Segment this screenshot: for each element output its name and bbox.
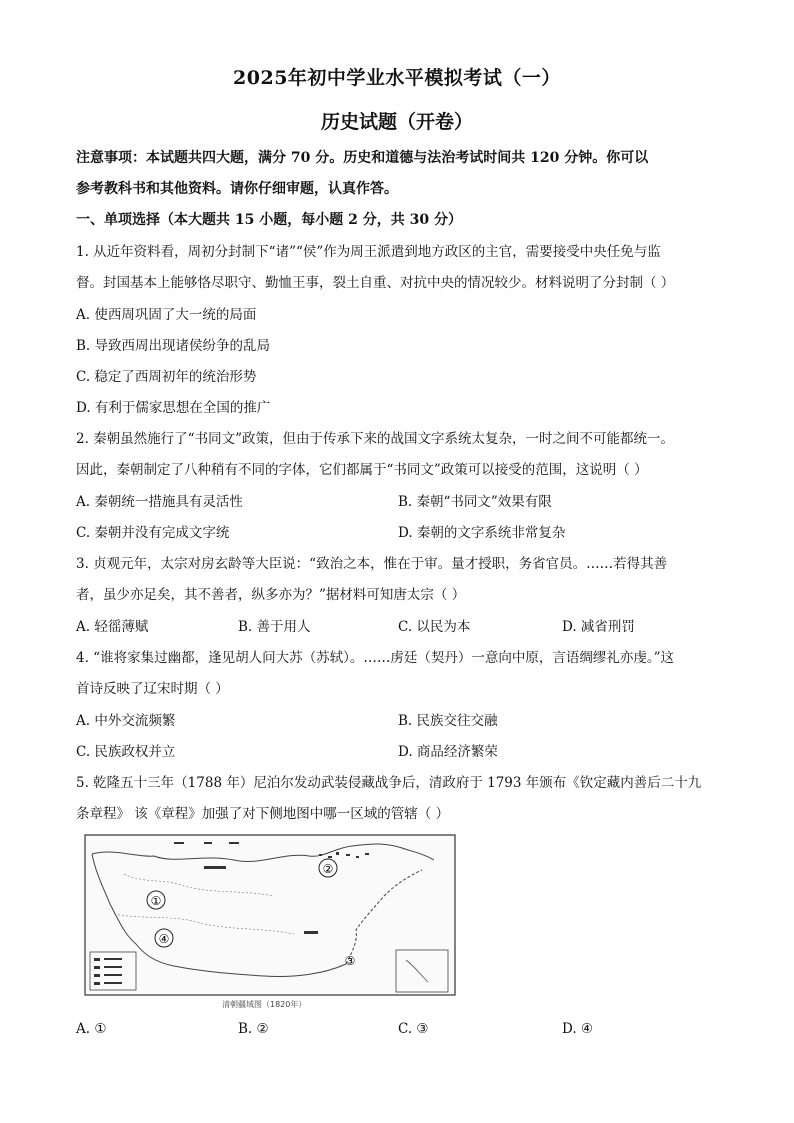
notice-line-1: 注意事项：本试题共四大题，满分 70 分。历史和道德与法治考试时间共 120 分钟。你可以 <box>76 150 649 166</box>
question-5-option-b: B. ② <box>238 1021 269 1037</box>
question-3-line-2: 者，虽少亦足矣，其不善者，纵多亦为？”据材料可知唐太宗（ ） <box>76 587 466 603</box>
question-3-option-c: C. 以民为本 <box>398 619 471 635</box>
question-2-option-b: B. 秦朝“书同文”效果有限 <box>398 494 552 510</box>
map-marker-4: ④ <box>158 932 170 946</box>
notice-line-2: 参考教科书和其他资料。请你仔细审题，认真作答。 <box>76 181 398 197</box>
map-caption: 清朝疆域图（1820年） <box>222 1000 307 1009</box>
question-4-option-c: C. 民族政权并立 <box>76 744 176 760</box>
question-3-option-d: D. 减省刑罚 <box>562 619 635 635</box>
question-4-option-d: D. 商品经济繁荣 <box>398 744 498 760</box>
map-marker-1: ① <box>150 894 162 908</box>
question-4-line-1: 4. “谁将家集过幽都，逢见胡人问大苏（苏轼）。……虏廷（契丹）一意向中原，言语绸缪礼亦虔。”这 <box>76 650 674 666</box>
map-marker-2: ② <box>322 862 334 876</box>
question-2-option-c: C. 秦朝并没有完成文字统 <box>76 525 230 541</box>
question-1-line-2: 督。封国基本上能够恪尽职守、勤恤王事，裂土自重、对抗中央的情况较少。材料说明了分封制（ ） <box>76 275 675 291</box>
section-heading: 一、单项选择（本大题共 15 小题，每小题 2 分，共 30 分） <box>76 212 462 228</box>
question-1-option-b: B. 导致西周出现诸侯纷争的乱局 <box>76 338 271 354</box>
question-1-option-d: D. 有利于儒家思想在全国的推广 <box>76 400 271 416</box>
question-5-option-d: D. ④ <box>562 1021 594 1037</box>
question-2-line-2: 因此，秦朝制定了八种稍有不同的字体，它们都属于“书同文”政策可以接受的范围，这说明（ ） <box>76 462 648 478</box>
qing-map-figure <box>84 834 456 999</box>
question-2-line-1: 2. 秦朝虽然施行了“书同文”政策，但由于传承下来的战国文字系统太复杂，一时之间不可能都统一。 <box>76 431 674 447</box>
question-5-option-c: C. ③ <box>398 1021 429 1037</box>
question-2-option-d: D. 秦朝的文字系统非常复杂 <box>398 525 566 541</box>
question-1-option-c: C. 稳定了西周初年的统治形势 <box>76 369 257 385</box>
exam-subtitle: 历史试题（开卷） <box>320 111 473 133</box>
question-3-line-1: 3. 贞观元年，太宗对房玄龄等大臣说：“致治之本，惟在于审。量才授职，务省官员。……若得其善 <box>76 556 668 572</box>
map-marker-3: ③ <box>344 954 356 968</box>
question-5-option-a: A. ① <box>76 1021 107 1037</box>
question-5-line-1: 5. 乾隆五十三年（1788 年）尼泊尔发动武装侵藏战争后，清政府于 1793 年颁布《钦定藏内善后二十九 <box>76 775 702 791</box>
question-4-option-b: B. 民族交往交融 <box>398 713 498 729</box>
question-1-option-a: A. 使西周巩固了大一统的局面 <box>76 307 257 323</box>
question-4-option-a: A. 中外交流频繁 <box>76 713 176 729</box>
question-4-line-2: 首诗反映了辽宋时期（ ） <box>76 681 229 697</box>
question-5-line-2: 条章程》 该《章程》加强了对下侧地图中哪一区域的管辖（ ） <box>76 806 450 822</box>
question-1-line-1: 1. 从近年资料看，周初分封制下“诸”“侯”作为周王派遣到地方政区的主官，需要接受中央任免与监 <box>76 244 661 260</box>
question-3-option-b: B. 善于用人 <box>238 619 311 635</box>
question-3-option-a: A. 轻徭薄赋 <box>76 619 149 635</box>
exam-title: 2025年初中学业水平模拟考试（一） <box>233 67 561 89</box>
question-2-option-a: A. 秦朝统一措施具有灵活性 <box>76 494 243 510</box>
